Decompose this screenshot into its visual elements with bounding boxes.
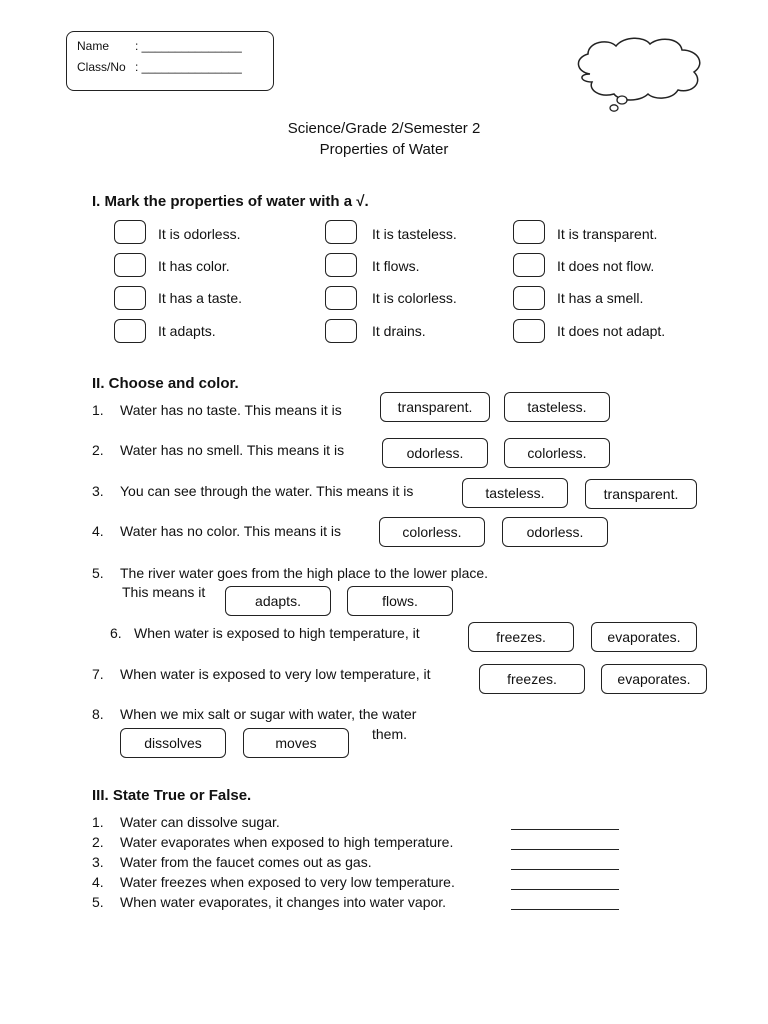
property-label: It drains. [372,323,426,339]
statement-number: 3. [92,854,104,870]
property-label: It has a smell. [557,290,644,306]
option-button[interactable]: odorless. [502,517,608,547]
thought-cloud-icon [570,34,710,114]
question-number: 8. [92,706,104,722]
class-field[interactable]: : _______________ [135,60,242,74]
checkbox[interactable] [114,220,146,244]
question-number: 2. [92,442,104,458]
class-label: Class/No [77,60,126,74]
statement-text: Water freezes when exposed to very low temperature. [120,874,455,890]
property-label: It is tasteless. [372,226,457,242]
checkbox[interactable] [513,319,545,343]
statement-number: 2. [92,834,104,850]
option-button[interactable]: dissolves [120,728,226,758]
option-button[interactable]: evaporates. [601,664,707,694]
checkbox[interactable] [114,319,146,343]
option-button[interactable]: transparent. [585,479,697,509]
answer-blank[interactable] [511,869,619,870]
answer-blank[interactable] [511,889,619,890]
class-row [77,60,242,74]
question-number: 3. [92,483,104,499]
section3-heading: III. State True or False. [92,787,252,804]
property-label: It adapts. [158,323,216,339]
name-class-box [66,31,274,91]
question-text: When we mix salt or sugar with water, the water [120,706,417,722]
question-text: When water is exposed to very low temperature, it [120,666,431,682]
property-label: It is transparent. [557,226,658,242]
statement-text: Water can dissolve sugar. [120,814,280,830]
question-number: 7. [92,666,104,682]
question-text: The river water goes from the high place to the lower place. [120,565,489,581]
name-row [77,39,242,53]
property-label: It is colorless. [372,290,457,306]
option-button[interactable]: colorless. [504,438,610,468]
option-button[interactable]: transparent. [380,392,490,422]
option-button[interactable]: adapts. [225,586,331,616]
option-button[interactable]: flows. [347,586,453,616]
page-title: Properties of Water [319,141,449,158]
statement-number: 4. [92,874,104,890]
question-text: Water has no smell. This means it is [120,442,345,458]
option-button[interactable]: odorless. [382,438,488,468]
checkbox[interactable] [114,286,146,310]
checkbox[interactable] [325,253,357,277]
property-label: It flows. [372,258,420,274]
checkbox[interactable] [513,286,545,310]
question-text-continued: them. [372,726,408,742]
property-label: It does not flow. [557,258,655,274]
checkbox[interactable] [325,319,357,343]
checkbox[interactable] [513,220,545,244]
question-number: 5. [92,565,104,581]
property-label: It is odorless. [158,226,241,242]
property-label: It has color. [158,258,230,274]
question-text: When water is exposed to high temperature, it [134,625,420,641]
property-label: It has a taste. [158,290,243,306]
option-button[interactable]: freezes. [479,664,585,694]
name-field[interactable]: : _______________ [135,39,242,53]
question-text-continued: This means it [122,584,206,600]
name-label: Name [77,39,110,53]
statement-number: 5. [92,894,104,910]
question-number: 1. [92,402,104,418]
checkbox[interactable] [325,286,357,310]
option-button[interactable]: evaporates. [591,622,697,652]
property-label: It does not adapt. [557,323,666,339]
answer-blank[interactable] [511,849,619,850]
question-number: 4. [92,523,104,539]
option-button[interactable]: tasteless. [462,478,568,508]
question-number: 6. [110,625,122,641]
question-text: Water has no color. This means it is [120,523,341,539]
section2-heading: II. Choose and color. [92,375,239,392]
section1-heading: I. Mark the properties of water with a √. [92,193,369,210]
answer-blank[interactable] [511,829,619,830]
subject-heading: Science/Grade 2/Semester 2 [287,120,481,137]
question-text: Water has no taste. This means it is [120,402,342,418]
checkbox[interactable] [513,253,545,277]
checkbox[interactable] [114,253,146,277]
statement-number: 1. [92,814,104,830]
statement-text: When water evaporates, it changes into water vapor. [120,894,447,910]
option-button[interactable]: tasteless. [504,392,610,422]
option-button[interactable]: colorless. [379,517,485,547]
question-text: You can see through the water. This means it is [120,483,414,499]
option-button[interactable]: moves [243,728,349,758]
answer-blank[interactable] [511,909,619,910]
statement-text: Water evaporates when exposed to high temperature. [120,834,454,850]
checkbox[interactable] [325,220,357,244]
option-button[interactable]: freezes. [468,622,574,652]
statement-text: Water from the faucet comes out as gas. [120,854,372,870]
